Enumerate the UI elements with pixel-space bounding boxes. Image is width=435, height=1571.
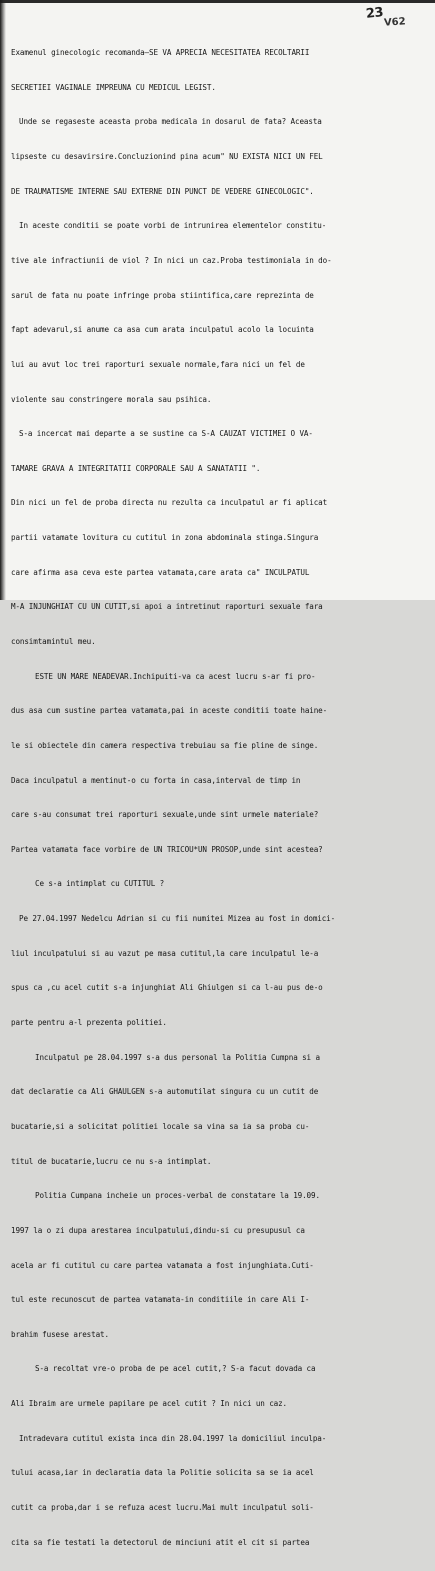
text-line: tive ale infractiunii de viol ? In nici un caz.Proba testimoniala in do- bbox=[11, 255, 332, 265]
text-line: sarul de fata nu poate infringe proba stiintifica,care reprezinta de bbox=[11, 290, 314, 300]
scan-edge-top bbox=[0, 0, 435, 3]
text-line: Unde se regaseste aceasta proba medicala in dosarul de fata? Aceasta bbox=[19, 117, 322, 127]
text-line: violente sau constringere morala sau psihica. bbox=[11, 394, 212, 404]
text-line: cita sa fie testati la detectorul de minciuni atit el cit si partea bbox=[11, 1537, 310, 1547]
text-line: Partea vatamata face vorbire de UN TRICOU*UN PROSOP,unde sint acestea? bbox=[11, 844, 323, 854]
text-line: tul este recunoscut de partea vatamata-in conditiile in care Ali I- bbox=[11, 1295, 310, 1305]
text-line: acela ar fi cutitul cu care partea vatamata a fost injunghiata.Cuti- bbox=[11, 1260, 314, 1270]
text-line: Inculpatul pe 28.04.1997 s-a dus personal la Politia Cumpna si a bbox=[35, 1052, 320, 1062]
text-line: dat declaratie ca Ali GHAULGEN s-a automutilat singura cu un cutit de bbox=[11, 1087, 319, 1097]
text-line: Pe 27.04.1997 Nedelcu Adrian si cu fii numitei Mizea au fost in domici- bbox=[19, 914, 336, 924]
text-line: consimtamintul meu. bbox=[11, 636, 96, 646]
text-line: titul de bucatarie,lucru ce nu s-a intimplat. bbox=[11, 1156, 212, 1166]
text-line: TAMARE GRAVA A INTEGRITATII CORPORALE SAU A SANATATII ". bbox=[11, 463, 261, 473]
text-line: SECRETIEI VAGINALE IMPREUNA CU MEDICUL LEGIST. bbox=[11, 82, 216, 92]
text-line: Daca inculpatul a mentinut-o cu forta in casa,interval de timp in bbox=[11, 775, 301, 785]
page-folio-mark: V62 bbox=[383, 16, 407, 29]
text-line: dus asa cum sustine partea vatamata,pai in aceste conditii toate haine- bbox=[11, 706, 328, 716]
text-line: Examenul ginecologic recomanda—SE VA APRECIA NECESITATEA RECOLTARII bbox=[11, 48, 310, 58]
text-line: In aceste conditii se poate vorbi de intrunirea elementelor constitu- bbox=[19, 221, 327, 231]
text-line: care afirma asa ceva este partea vatamata,care arata ca" INCULPATUL bbox=[11, 567, 310, 577]
text-line: lipseste cu desavirsire.Concluzionind pina acum" NU EXISTA NICI UN FEL bbox=[11, 152, 323, 162]
text-line: ESTE UN MARE NEADEVAR.Inchipuiti-va ca acest lucru s-ar fi pro- bbox=[35, 671, 316, 681]
text-line: parte pentru a-l prezenta politiei. bbox=[11, 1018, 167, 1028]
text-line: spus ca ,cu acel cutit s-a injunghiat Ali Ghiulgen si ca l-au pus de-o bbox=[11, 983, 323, 993]
text-line: Din nici un fel de proba directa nu rezulta ca inculpatul ar fi aplicat bbox=[11, 498, 328, 508]
text-line: Ce s-a intimplat cu CUTITUL ? bbox=[35, 879, 165, 889]
text-line: bucatarie,si a solicitat politiei locale sa vina sa ia sa proba cu- bbox=[11, 1121, 310, 1131]
scan-edge-left bbox=[0, 0, 6, 600]
text-line: le si obiectele din camera respectiva trebuiau sa fie pline de singe. bbox=[11, 740, 319, 750]
text-line: Politia Cumpana incheie un proces-verbal de constatare la 19.09. bbox=[35, 1191, 320, 1201]
text-line: brahim fusese arestat. bbox=[11, 1329, 109, 1339]
text-line: S-a recoltat vre-o proba de pe acel cutit,? S-a facut dovada ca bbox=[35, 1364, 316, 1374]
text-line: tului acasa,iar in declaratia data la Politie solicita sa se ia acel bbox=[11, 1468, 314, 1478]
text-line: DE TRAUMATISME INTERNE SAU EXTERNE DIN PUNCT DE VEDERE GINECOLOGIC". bbox=[11, 186, 314, 196]
text-line: liul inculpatului si au vazut pe masa cutitul,la care inculpatul le-a bbox=[11, 948, 319, 958]
text-line: partii vatamate lovitura cu cutitul in zona abdominala stinga.Singura bbox=[11, 533, 319, 543]
text-line: Ali Ibraim are urmele papilare pe acel cutit ? In nici un caz. bbox=[11, 1399, 288, 1409]
text-line: fapt adevarul,si anume ca asa cum arata inculpatul acolo la locuinta bbox=[11, 325, 314, 335]
text-line: lui au avut loc trei raporturi sexuale normale,fara nici un fel de bbox=[11, 359, 305, 369]
text-line: Intradevara cutitul exista inca din 28.04.1997 la domiciliul inculpa- bbox=[19, 1433, 327, 1443]
typewritten-body bbox=[11, 24, 427, 1571]
text-line: M-A INJUNGHIAT CU UN CUTIT,si apoi a intretinut raporturi sexuale fara bbox=[11, 602, 323, 612]
text-line: 1997 la o zi dupa arestarea inculpatului,dindu-si cu presupusul ca bbox=[11, 1225, 305, 1235]
text-line: care s-au consumat trei raporturi sexuale,unde sint urmele materiale? bbox=[11, 810, 319, 820]
text-line: cutit ca proba,dar i se refuza acest lucru.Mai mult inculpatul soli- bbox=[11, 1503, 314, 1512]
page-folio-number: 23 bbox=[365, 5, 384, 22]
text-line: S-a incercat mai departe a se sustine ca S-A CAUZAT VICTIMEI O VA- bbox=[19, 429, 313, 439]
